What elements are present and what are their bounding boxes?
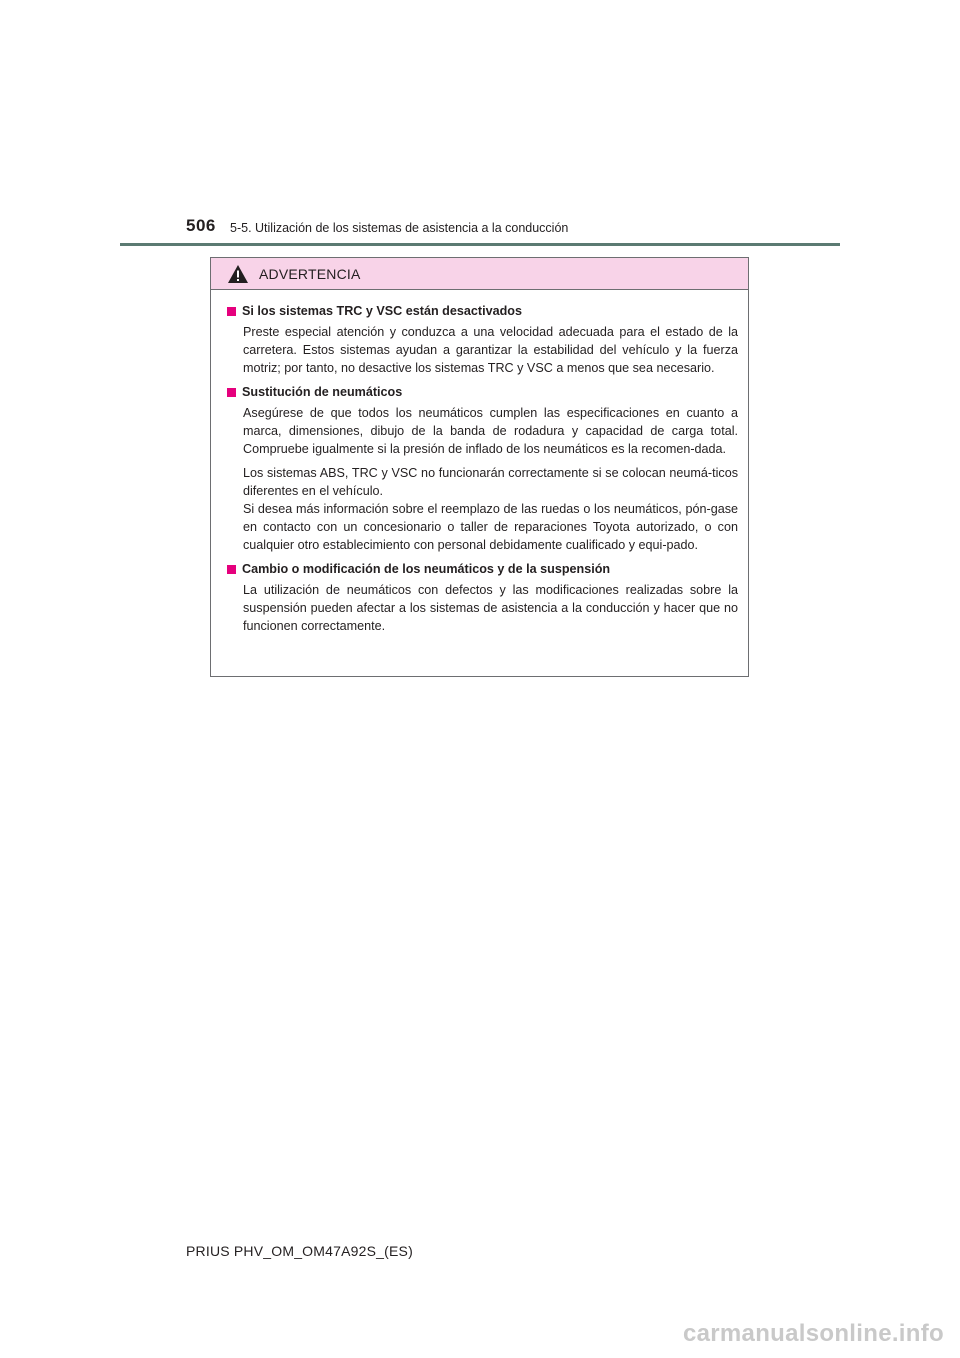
square-bullet-icon [227,565,236,574]
paragraph: Si desea más información sobre el reemplazo de las ruedas o los neumáticos, pón-gase en contacto con un concesionario o taller de reparaciones Toyota autorizado, o con cualquier otro establecimiento con personal debidamente cualificado y equi-pado. [243,502,738,552]
section-heading-text: Cambio o modificación de los neumáticos y de la suspensión [242,562,611,576]
warning-title: ADVERTENCIA [259,265,361,282]
section-heading-text: Sustitución de neumáticos [242,385,403,399]
square-bullet-icon [227,388,236,397]
warning-box [210,257,749,677]
page-number: 506 [186,216,216,235]
paragraph: Asegúrese de que todos los neumáticos cumplen las especificaciones en cuanto a marca, dimensiones, dibujo de la banda de rodadura y capacidad de carga total. Compruebe igualmente si la presión de inflado de los neumáticos es la recomen-dada. [243,406,738,456]
section-title: 5-5. Utilización de los sistemas de asistencia a la conducción [230,221,569,235]
section-heading-text: Si los sistemas TRC y VSC están desactivados [242,304,522,318]
warning-section-suspension [227,560,738,635]
paragraph: Preste especial atención y conduzca a una velocidad adecuada para el estado de la carretera. Estos sistemas ayudan a garantizar la estabilidad del vehículo y la fuerza motriz; por tanto, no desactive los sistemas TRC y VSC a menos que sea necesario. [243,325,738,375]
square-bullet-icon [227,307,236,316]
warning-section-tires [227,383,738,554]
paragraph: Los sistemas ABS, TRC y VSC no funcionarán correctamente si se colocan neumá-ticos diferentes en el vehículo. [243,466,738,498]
header-divider [120,243,840,246]
watermark: carmanualsonline.info [682,1320,944,1347]
warning-body [211,290,748,635]
warning-section-trc-vsc [227,302,738,377]
warning-header [211,258,748,290]
section-heading [227,302,738,320]
paragraph: La utilización de neumáticos con defectos y las modificaciones realizadas sobre la suspensión pueden afectar a los sistemas de asistencia a la conducción y hacer que no funcionen correctamente. [243,583,738,633]
section-heading [227,383,738,401]
manual-code: PRIUS PHV_OM_OM47A92S_(ES) [186,1243,413,1259]
section-heading [227,560,738,578]
warning-triangle-icon [227,264,249,284]
